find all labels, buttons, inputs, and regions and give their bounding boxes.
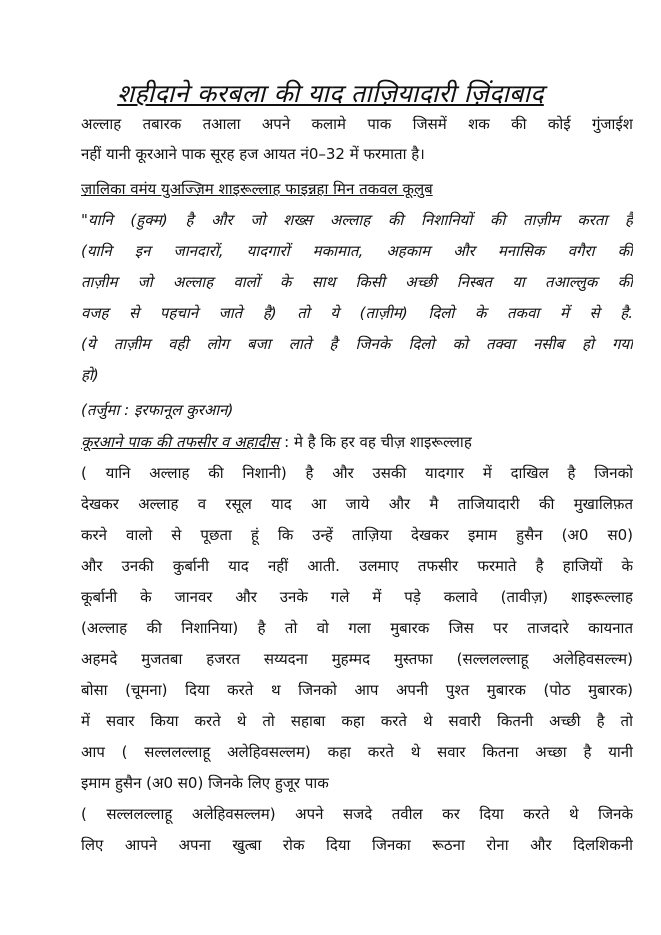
- body-line: बोसा (चूमना) दिया करते थ जिनको आप अपनी पुश्त मुबारक (पोठ मुबारक): [81, 681, 633, 699]
- body-line: आप ( सल्ललल्लाहू अलेहिवसल्लम) कहा करते थे सवार कितना अच्छा है यानी: [81, 743, 633, 761]
- arabic-quote: ज़ालिका वमंय युअज्ज़िम शाइरूल्लाह फाइन्नहा मिन तकवल कूलुब: [81, 180, 433, 198]
- page-title: शहीदाने करबला की याद ताज़ियादारी ज़िंदाबाद: [117, 79, 544, 108]
- body-line: लिए आपने अपना खुत्बा रोक दिया जिनका रूठना रोना और दिलशिकनी: [81, 836, 633, 854]
- translation-reference: (तर्जुमा : इरफानूल कुरआन): [81, 401, 234, 419]
- body-line: में सवार किया करते थे तो सहाबा कहा करते थे सवारी कितनी अच्छी है तो: [81, 712, 633, 730]
- translation-line: "यानि (हुक्म) है और जो शख्स अल्लाह की निशानियों की ताज़ीम करता है: [81, 211, 633, 229]
- translation-line: ताज़ीम जो अल्लाह वालों के साथ किसी अच्छी निस्बत या तआल्लुक की: [81, 273, 633, 291]
- translation-line: (ये ताज़ीम वही लोग बजा लाते है जिनके दिलो को तक्वा नसीब हो गया: [81, 335, 633, 353]
- body-line: ( यानि अल्लाह की निशानी) है और उसकी यादगार में दाखिल है जिनको: [81, 464, 633, 482]
- body-line: और उनकी कुर्बानी याद नहीं आती. उलमाए तफसीर फरमाते है हाजियों के: [81, 557, 633, 575]
- body-line: ( सल्ललल्लाहू अलेहिवसल्लम) अपने सजदे तवील कर दिया करते थे जिनके: [81, 805, 633, 823]
- body-line: करने वालो से पूछता हूं कि उन्हें ताज़िया देखकर इमाम हुसैन (अ0 स0): [81, 526, 633, 544]
- tafseer-line: [81, 431, 633, 453]
- paragraph-line: नहीं यानी कूरआने पाक सूरह हज आयत नं0–32 में फरमाता है।: [81, 145, 425, 163]
- translation-line: हो): [81, 366, 99, 384]
- paragraph-line: अल्लाह तबारक तआला अपने कलामे पाक जिसमें शक की कोई गुंजाईश: [81, 115, 633, 133]
- translation-line: (यानि इन जानदारों, यादगारों मकामात, अहकाम और मनासिक वगैरा की: [81, 242, 633, 260]
- body-line: अहमदे मुजतबा हजरत सय्यदना मुहम्मद मुस्तफा (सल्ललल्लाहू अलेहिवसल्ल्म): [81, 650, 633, 668]
- body-line: कूर्बानी के जानवर और उनके गले में पड़े कलावे (तावीज़) शाइरूल्लाह: [81, 588, 633, 606]
- body-line: देखकर अल्लाह व रसूल याद आ जाये और मै ताजियादारी की मुखालिफ़त: [81, 495, 633, 513]
- tafseer-heading: कूरआने पाक की तफसीर व अहादीस: [81, 433, 280, 451]
- body-line: (अल्लाह की निशानिया) है तो वो गला मुबारक जिस पर ताजदारे कायनात: [81, 619, 633, 637]
- body-line: इमाम हुसैन (अ0 स0) जिनके लिए हुजूर पाक: [81, 774, 329, 792]
- tafseer-line-rest: : मे है कि हर वह चीज़ शाइरूल्लाह: [279, 433, 472, 451]
- translation-line: वजह से पहचाने जाते है) तो ये (ताज़ीम) दिलो के तकवा में से है.: [81, 304, 633, 322]
